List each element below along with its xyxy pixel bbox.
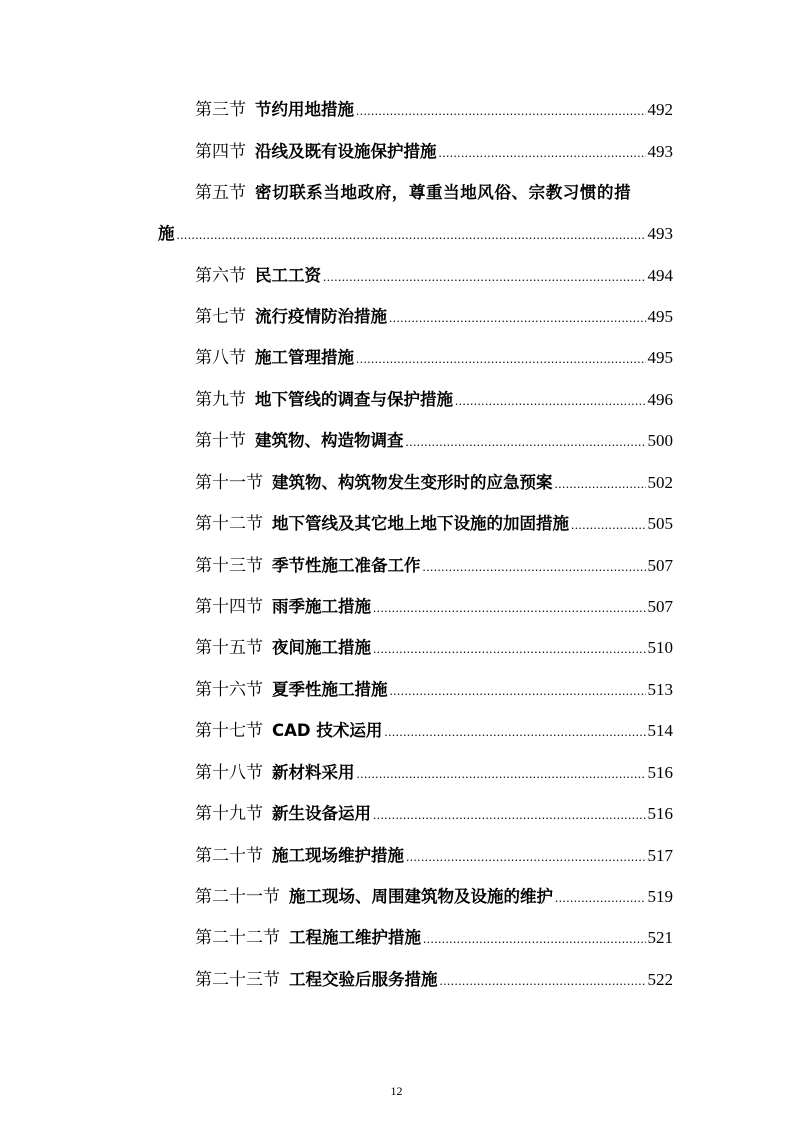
toc-entry-wrapped-line1[interactable] (195, 179, 673, 207)
toc-entry-title: 节约用地措施 (255, 100, 354, 119)
toc-page-number: 507 (647, 597, 673, 616)
toc-entry-title: 施工管理措施 (255, 348, 354, 367)
toc-section-number: 第十八节 (195, 763, 263, 783)
toc-entry-title: 季节性施工准备工作 (272, 556, 421, 575)
toc-section-number: 第十六节 (195, 680, 263, 700)
dot-leader (373, 594, 646, 622)
dot-leader (390, 677, 646, 705)
toc-entry[interactable] (195, 717, 673, 745)
dot-leader (384, 718, 645, 746)
dot-leader (356, 345, 646, 373)
toc-section-number: 第十二节 (195, 514, 263, 534)
toc-entry-title: 民工工资 (255, 266, 321, 285)
toc-entry[interactable] (195, 386, 673, 414)
dot-leader (555, 470, 646, 498)
toc-section-number: 第十一节 (195, 473, 263, 493)
dot-leader (373, 801, 646, 829)
toc-entry[interactable] (195, 593, 673, 621)
toc-entry-title: 建筑物、构造物调查 (255, 431, 404, 450)
toc-entry[interactable] (195, 469, 673, 497)
toc-section-number: 第五节 (195, 183, 246, 203)
toc-entry-title: 工程施工维护措施 (289, 928, 421, 947)
toc-entry[interactable] (195, 676, 673, 704)
dot-leader (555, 884, 646, 912)
toc-entry-title-continued: 施 (158, 224, 175, 243)
dot-leader (373, 635, 646, 663)
dot-leader (571, 511, 646, 539)
toc-entry[interactable] (195, 552, 673, 580)
toc-entry-title: CAD 技术运用 (272, 721, 383, 740)
toc-page-number: 521 (647, 928, 673, 947)
toc-page-number: 510 (647, 638, 673, 657)
dot-leader (439, 139, 646, 167)
dot-leader (423, 925, 646, 953)
dot-leader (356, 97, 646, 125)
toc-page-number: 494 (647, 266, 673, 285)
toc-entry-wrapped-line2[interactable] (158, 220, 673, 248)
toc-section-number: 第六节 (195, 266, 246, 286)
toc-entry[interactable] (195, 427, 673, 455)
toc-page-number: 517 (647, 846, 673, 865)
toc-page-number: 516 (647, 804, 673, 823)
toc-entry-title: 地下管线及其它地上地下设施的加固措施 (272, 514, 569, 533)
toc-entry[interactable] (195, 303, 673, 331)
toc-entry-title: 地下管线的调查与保护措施 (255, 390, 453, 409)
page-footer-number: 12 (390, 1084, 403, 1098)
toc-entry-title: 沿线及既有设施保护措施 (255, 142, 437, 161)
toc-page-number: 513 (647, 680, 673, 699)
toc-page-number: 493 (647, 142, 673, 161)
toc-page-number: 514 (647, 721, 673, 740)
toc-entry-title: 夏季性施工措施 (272, 680, 388, 699)
toc-entry-title: 雨季施工措施 (272, 597, 371, 616)
toc-entry-title: 流行疫情防治措施 (255, 307, 387, 326)
toc-entry-title: 密切联系当地政府，尊重当地风俗、宗教习惯的措 (255, 183, 632, 202)
toc-page-number: 505 (647, 514, 673, 533)
toc-entry-title: 新生设备运用 (272, 804, 371, 823)
toc-page-number: 516 (647, 763, 673, 782)
toc-entry-title: 新材料采用 (272, 763, 355, 782)
dot-leader (357, 760, 646, 788)
dot-leader (406, 843, 646, 871)
toc-entry[interactable] (195, 96, 673, 124)
toc-page-number: 502 (647, 473, 673, 492)
toc-section-number: 第十节 (195, 431, 246, 451)
toc-entry[interactable] (195, 262, 673, 290)
toc-section-number: 第十九节 (195, 804, 263, 824)
dot-leader (440, 967, 646, 995)
toc-page-number: 492 (647, 100, 673, 119)
toc-entry[interactable] (195, 924, 673, 952)
toc-section-number: 第四节 (195, 142, 246, 162)
toc-section-number: 第三节 (195, 100, 246, 120)
dot-leader (177, 221, 646, 249)
toc-page-number: 493 (647, 224, 673, 243)
toc-section-number: 第十七节 (195, 721, 263, 741)
toc-section-number: 第八节 (195, 348, 246, 368)
toc-entry[interactable] (195, 759, 673, 787)
toc-entry-title: 施工现场、周围建筑物及设施的维护 (289, 887, 553, 906)
toc-page-number: 495 (647, 307, 673, 326)
toc-entry-title: 工程交验后服务措施 (289, 970, 438, 989)
toc-page-number: 522 (647, 970, 673, 989)
toc-entry-title: 夜间施工措施 (272, 638, 371, 657)
toc-entry[interactable] (195, 842, 673, 870)
dot-leader (423, 553, 646, 581)
toc-entry-title: 建筑物、构筑物发生变形时的应急预案 (272, 473, 553, 492)
toc-section-number: 第十三节 (195, 556, 263, 576)
toc-section-number: 第十四节 (195, 597, 263, 617)
toc-section-number: 第二十三节 (195, 970, 280, 990)
toc-entry[interactable] (195, 966, 673, 994)
toc-entry[interactable] (195, 138, 673, 166)
toc-entry[interactable] (195, 344, 673, 372)
toc-section-number: 第十五节 (195, 638, 263, 658)
dot-leader (455, 387, 646, 415)
dot-leader (323, 263, 646, 291)
toc-section-number: 第七节 (195, 307, 246, 327)
toc-page-number: 519 (647, 887, 673, 906)
toc-section-number: 第二十二节 (195, 928, 280, 948)
toc-entry[interactable] (195, 800, 673, 828)
toc-section-number: 第二十一节 (195, 887, 280, 907)
toc-section-number: 第九节 (195, 390, 246, 410)
toc-page-number: 496 (647, 390, 673, 409)
dot-leader (389, 304, 646, 332)
toc-entry[interactable] (195, 510, 673, 538)
toc-page-number: 500 (647, 431, 673, 450)
toc-entry-title: 施工现场维护措施 (272, 846, 404, 865)
toc-page-number: 495 (647, 348, 673, 367)
dot-leader (406, 428, 646, 456)
toc-section-number: 第二十节 (195, 846, 263, 866)
toc-entry[interactable] (195, 883, 673, 911)
toc-entry[interactable] (195, 634, 673, 662)
toc-page-number: 507 (647, 556, 673, 575)
